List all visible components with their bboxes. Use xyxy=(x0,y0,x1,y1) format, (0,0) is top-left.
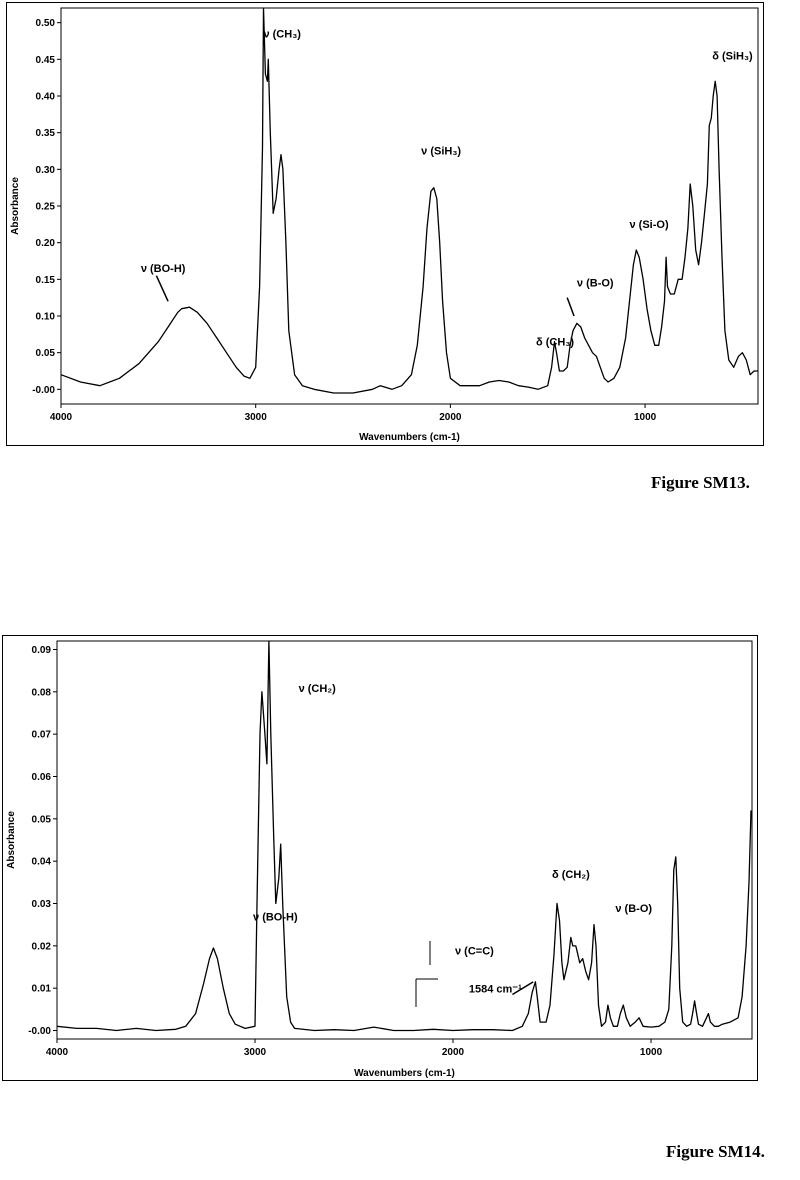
spectrum-line xyxy=(61,8,758,393)
x-tick-label: 4000 xyxy=(49,412,73,423)
y-tick-label: 0.05 xyxy=(35,348,55,360)
y-tick-label: 0.40 xyxy=(35,91,55,103)
x-tick-label: 1000 xyxy=(633,412,657,423)
y-axis-label: Absorbance xyxy=(6,811,17,869)
x-axis-label: Wavenumbers (cm-1) xyxy=(354,1068,455,1079)
x-tick-label: 3000 xyxy=(244,412,267,423)
y-tick-label: 0.09 xyxy=(31,644,51,656)
x-axis-label: Wavenumbers (cm-1) xyxy=(359,432,460,443)
y-tick-label: 0.10 xyxy=(35,311,55,323)
y-tick-label: 0.06 xyxy=(31,771,51,783)
outer-frame xyxy=(3,636,758,1081)
figure-sm13-chart xyxy=(6,2,764,446)
peak-annotation: ν (B-O) xyxy=(615,902,653,915)
chart-svg-1 xyxy=(6,2,764,446)
chart-svg-2 xyxy=(2,635,758,1081)
y-tick-label: 0.25 xyxy=(35,201,55,213)
y-tick-label: 0.05 xyxy=(31,814,51,826)
y-tick-label: 0.03 xyxy=(31,899,51,911)
y-tick-label: 0.50 xyxy=(35,18,55,30)
x-tick-label: 2000 xyxy=(441,1047,465,1058)
y-axis-label: Absorbance xyxy=(10,177,21,235)
peak-annotation: ν (B-O) xyxy=(576,277,614,290)
x-tick-label: 1000 xyxy=(639,1047,663,1058)
x-tick-label: 3000 xyxy=(243,1047,267,1058)
peak-annotation: ν (BO-H) xyxy=(140,263,186,275)
figure-sm14-chart xyxy=(2,635,758,1081)
peak-annotation: ν (C=C) xyxy=(454,945,494,958)
y-tick-label: 0.01 xyxy=(31,983,51,995)
y-tick-label: 0.20 xyxy=(35,238,55,250)
x-tick-label: 2000 xyxy=(439,412,462,423)
spectrum-line xyxy=(57,641,751,1031)
figure-caption-sm14: Figure SM14. xyxy=(666,1142,765,1161)
peak-annotation: δ (CH₃) xyxy=(536,336,575,349)
peak-annotation: ν (Si-O) xyxy=(629,219,669,231)
peak-annotation: ν (CH₂) xyxy=(298,682,336,695)
y-tick-label: 0.08 xyxy=(31,687,51,699)
y-tick-label: 0.30 xyxy=(35,164,55,176)
y-tick-label: 0.45 xyxy=(35,54,55,66)
y-tick-label: -0.00 xyxy=(32,384,55,396)
y-tick-label: 0.04 xyxy=(31,856,51,868)
annotation-leader xyxy=(567,298,574,316)
peak-annotation: δ (SiH₃) xyxy=(712,50,753,63)
annotation-leader xyxy=(156,276,168,302)
y-tick-label: 0.07 xyxy=(31,729,51,741)
peak-annotation: ν (SiH₃) xyxy=(421,145,462,158)
plot-area xyxy=(61,8,758,404)
peak-annotation: ν (CH₃) xyxy=(263,28,301,41)
peak-annotation: δ (CH₂) xyxy=(552,869,590,882)
figure-caption-sm13: Figure SM13. xyxy=(651,473,750,492)
plot-area xyxy=(57,641,752,1039)
peak-annotation: 1584 cm⁻¹ xyxy=(468,983,522,996)
x-tick-label: 4000 xyxy=(45,1047,69,1058)
y-tick-label: 0.15 xyxy=(35,274,55,286)
y-tick-label: 0.02 xyxy=(31,941,51,953)
y-tick-label: 0.35 xyxy=(35,128,55,140)
y-tick-label: -0.00 xyxy=(28,1026,51,1038)
peak-annotation: ν (BO-H) xyxy=(253,911,298,924)
